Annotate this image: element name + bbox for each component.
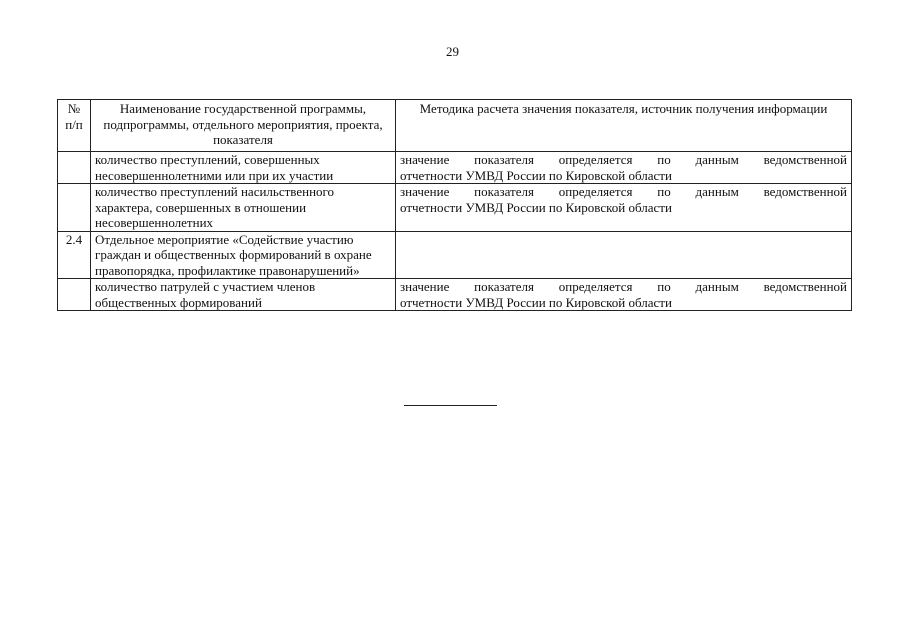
row-method	[396, 279, 852, 311]
row-num	[58, 152, 91, 184]
indicator-table	[57, 99, 852, 311]
header-num: № п/п	[58, 100, 91, 152]
table-header-row	[58, 100, 852, 152]
row-num: 2.4	[58, 231, 91, 279]
row-method	[396, 152, 852, 184]
row-name: количество патрулей с участием членов общественных формирований	[91, 279, 396, 311]
table-row	[58, 231, 852, 279]
row-method-line2: отчетности УМВД России по Кировской области	[400, 167, 672, 183]
row-method-line1: значение показателя определяется по данным ведомственной	[400, 279, 847, 294]
row-method-line2: отчетности УМВД России по Кировской области	[400, 199, 672, 215]
row-num	[58, 279, 91, 311]
table-row	[58, 184, 852, 232]
row-method-line1: значение показателя определяется по данным ведомственной	[400, 152, 847, 167]
row-name: количество преступлений, совершенных несовершеннолетними или при их участии	[91, 152, 396, 184]
closing-rule	[404, 405, 497, 406]
row-method	[396, 184, 852, 232]
row-method	[396, 231, 852, 279]
row-method-line1: значение показателя определяется по данным ведомственной	[400, 184, 847, 199]
table-row	[58, 279, 852, 311]
table-row	[58, 152, 852, 184]
row-name: Отдельное мероприятие «Содействие участию граждан и общественных формирований в охране правопорядка, профилактике правонарушений»	[91, 231, 396, 279]
row-method-line2: отчетности УМВД России по Кировской области	[400, 294, 672, 310]
row-name: количество преступлений насильственного характера, совершенных в отношении несовершеннолетних	[91, 184, 396, 232]
header-name: Наименование государственной программы, подпрограммы, отдельного мероприятия, проекта, показателя	[91, 100, 396, 152]
header-method: Методика расчета значения показателя, источник получения информации	[396, 100, 852, 152]
page-number: 29	[446, 44, 459, 59]
row-num	[58, 184, 91, 232]
